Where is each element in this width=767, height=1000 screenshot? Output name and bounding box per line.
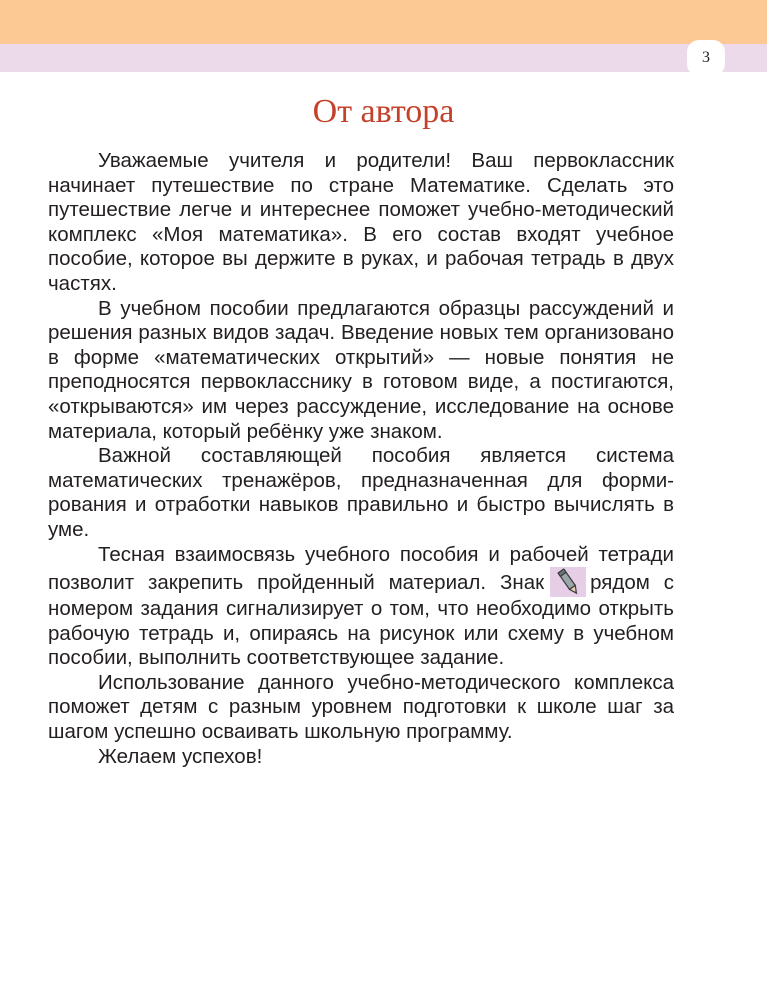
paragraph: Использование данного учебно-методического комплекса поможет детям с разным уровнем подготовки к школе шаг за шагом успешно осваивать школьную программу.: [48, 670, 674, 744]
header-stripe: [0, 44, 767, 72]
paragraph: Желаем успехов!: [98, 744, 263, 768]
paragraph: Важной составляющей пособия является система математических тренажёров, предназначенная для формирования и отработки навыков правильно и быстро вычислять в уме.: [48, 444, 674, 541]
body-text: [48, 149, 674, 769]
paragraph-text: Тесная взаимосвязь учебного пособия и рабочей тетради позволит закрепить пройденный материал. Знак: [48, 542, 674, 595]
page-title: От автора: [312, 93, 455, 130]
page-number: 3: [687, 40, 725, 76]
pencil-icon: [550, 567, 586, 597]
paragraph-text: рядом с номером задания сигнализирует о том, что необходимо открыть рабочую тетрадь и, опираясь на рисунок или схему в учебном пособии, выполнить соответствующее задание.: [48, 571, 674, 670]
paragraph: Уважаемые учителя и родители! Ваш первоклассник начинает путешествие по стране Математике. Сделать это путешествие легче и интереснее поможет учебно-методический комплекс «Моя математика». В его состав входят учебное пособие, которое вы держите в руках, и рабочая тетрадь в двух частях.: [48, 149, 674, 295]
paragraph: В учебном пособии предлагаются образцы рассуждений и решения разных видов задач. Введение новых тем организовано в форме «математических открытий» — новые понятия не преподносятся первокласснику в готовом виде, а постигаются, «открываются» им через рассуждение, исследование на основе материала, который ребёнку уже знаком.: [48, 296, 674, 443]
header-band: [0, 0, 767, 44]
paragraph: [48, 543, 674, 671]
